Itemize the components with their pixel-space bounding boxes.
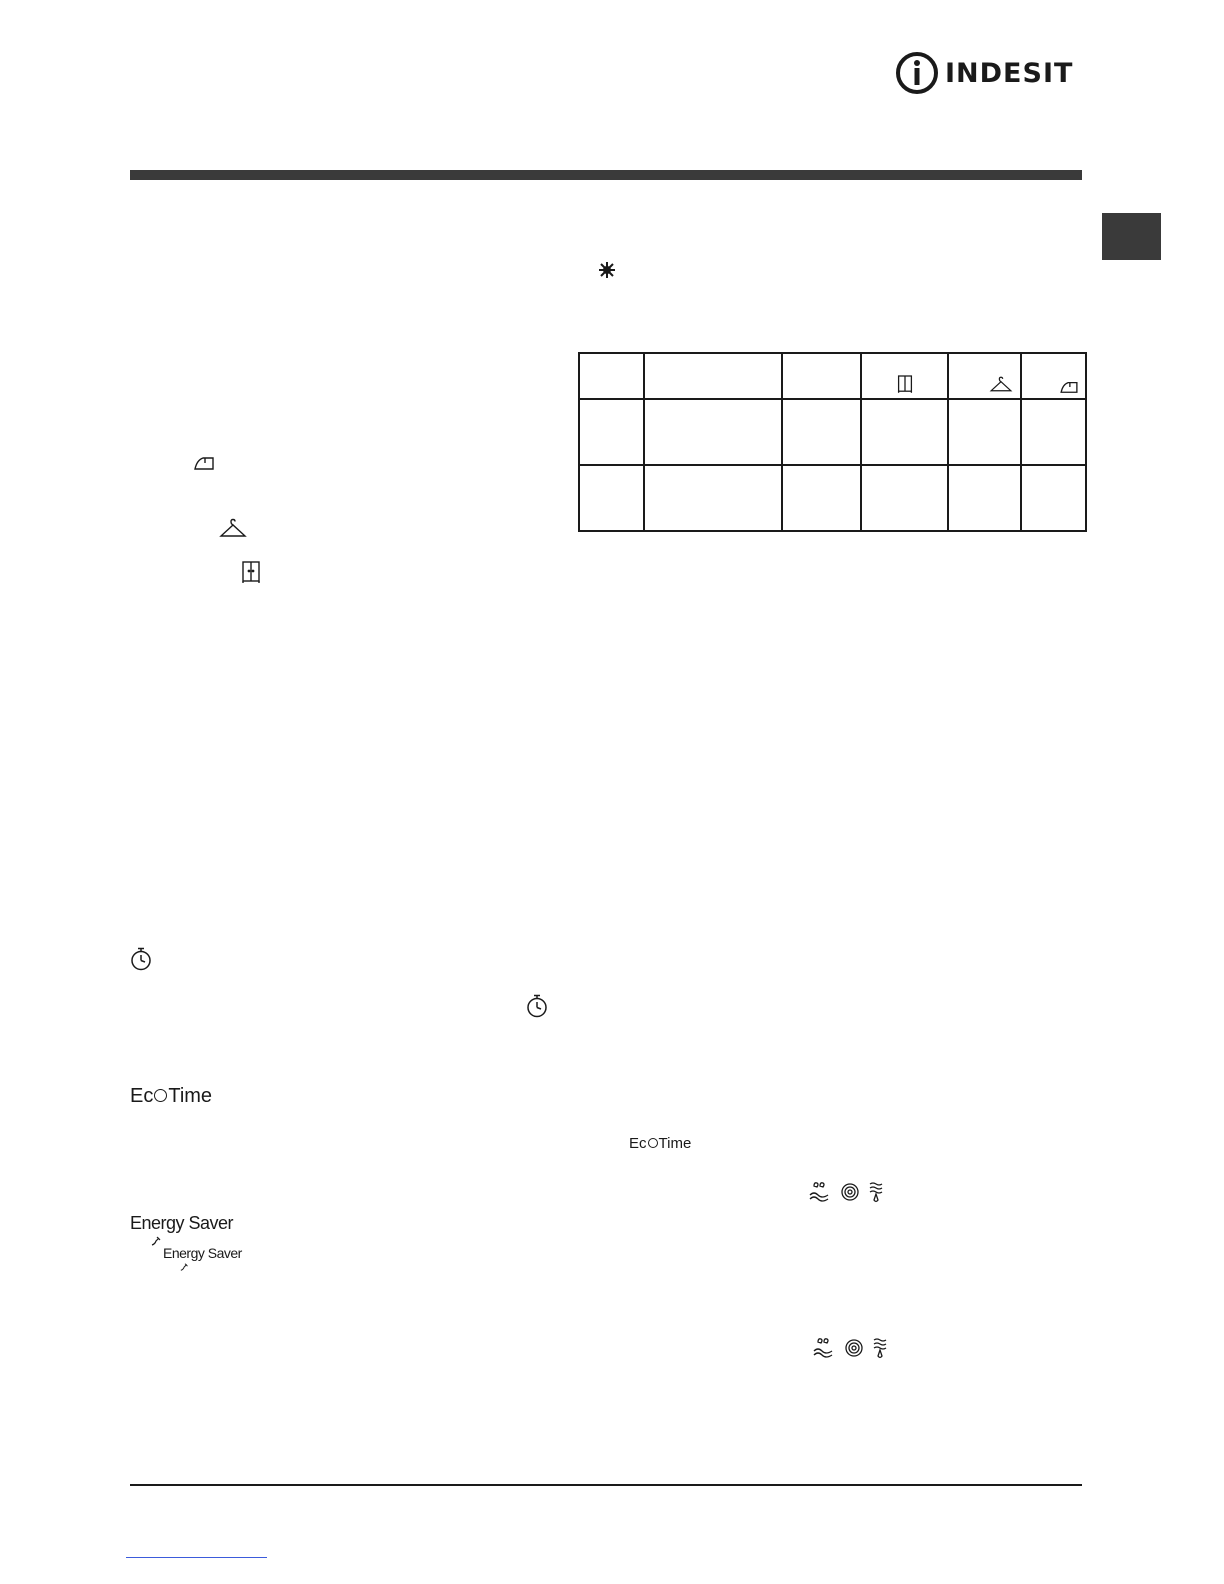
table-cell [948,399,1021,465]
drying-options-table [578,352,1087,532]
energy-saver-label: Energy Saver [163,1245,242,1261]
eco-time-o-icon [648,1138,658,1148]
eco-time-prefix: Ec [130,1085,154,1107]
energy-saver-label: Energy Saver [130,1213,234,1233]
brand-logo [895,48,1085,98]
wardrobe-icon [241,560,261,584]
language-tab [1102,213,1161,260]
table-cell [1021,353,1086,399]
snowflake-icon [598,261,616,279]
wardrobe-icon [862,350,947,398]
wash-icon [814,1339,832,1357]
table-header-row [579,353,1086,399]
table-cell [579,353,644,399]
timer-icon [130,947,152,971]
wash-icon [810,1183,828,1201]
table-cell [861,353,948,399]
table-row [579,399,1086,465]
hanger-icon [949,350,1020,398]
plug-leaf-icon [150,1235,164,1247]
eco-time-suffix: Time [168,1085,213,1107]
hanger-icon [219,518,247,540]
program-cycle-icons [808,1180,892,1204]
table-cell [1021,399,1086,465]
header-divider [130,170,1082,180]
footer-divider [130,1484,1082,1486]
table-cell [861,399,948,465]
eco-time-logo [130,1085,212,1108]
brand-logo-mark [895,51,939,95]
table-cell [644,465,782,531]
table-cell [948,353,1021,399]
energy-saver-logo [163,1245,242,1261]
timer-icon [526,994,548,1018]
iron-icon [193,455,215,471]
table-cell [644,399,782,465]
iron-icon [1022,350,1085,398]
eco-time-suffix: Time [658,1135,692,1152]
program-cycle-icons [812,1336,896,1360]
energy-saver-logo [130,1213,233,1234]
footer-link-underline[interactable] [126,1557,267,1558]
table-cell [644,353,782,399]
eco-time-o-icon [154,1089,167,1102]
eco-time-logo [629,1135,691,1152]
table-cell [1021,465,1086,531]
table-cell [861,465,948,531]
table-cell [782,399,861,465]
drain-icon [870,1183,882,1202]
brand-name: INDESIT [945,57,1074,89]
spin-icon [842,1184,858,1200]
table-row [579,465,1086,531]
table-cell [948,465,1021,531]
table-cell [579,465,644,531]
table-cell [579,399,644,465]
eco-time-prefix: Ec [629,1135,647,1152]
table-cell [782,353,861,399]
table-cell [782,465,861,531]
spin-icon [846,1340,862,1356]
plug-leaf-icon [179,1262,191,1272]
drain-icon [874,1339,886,1358]
